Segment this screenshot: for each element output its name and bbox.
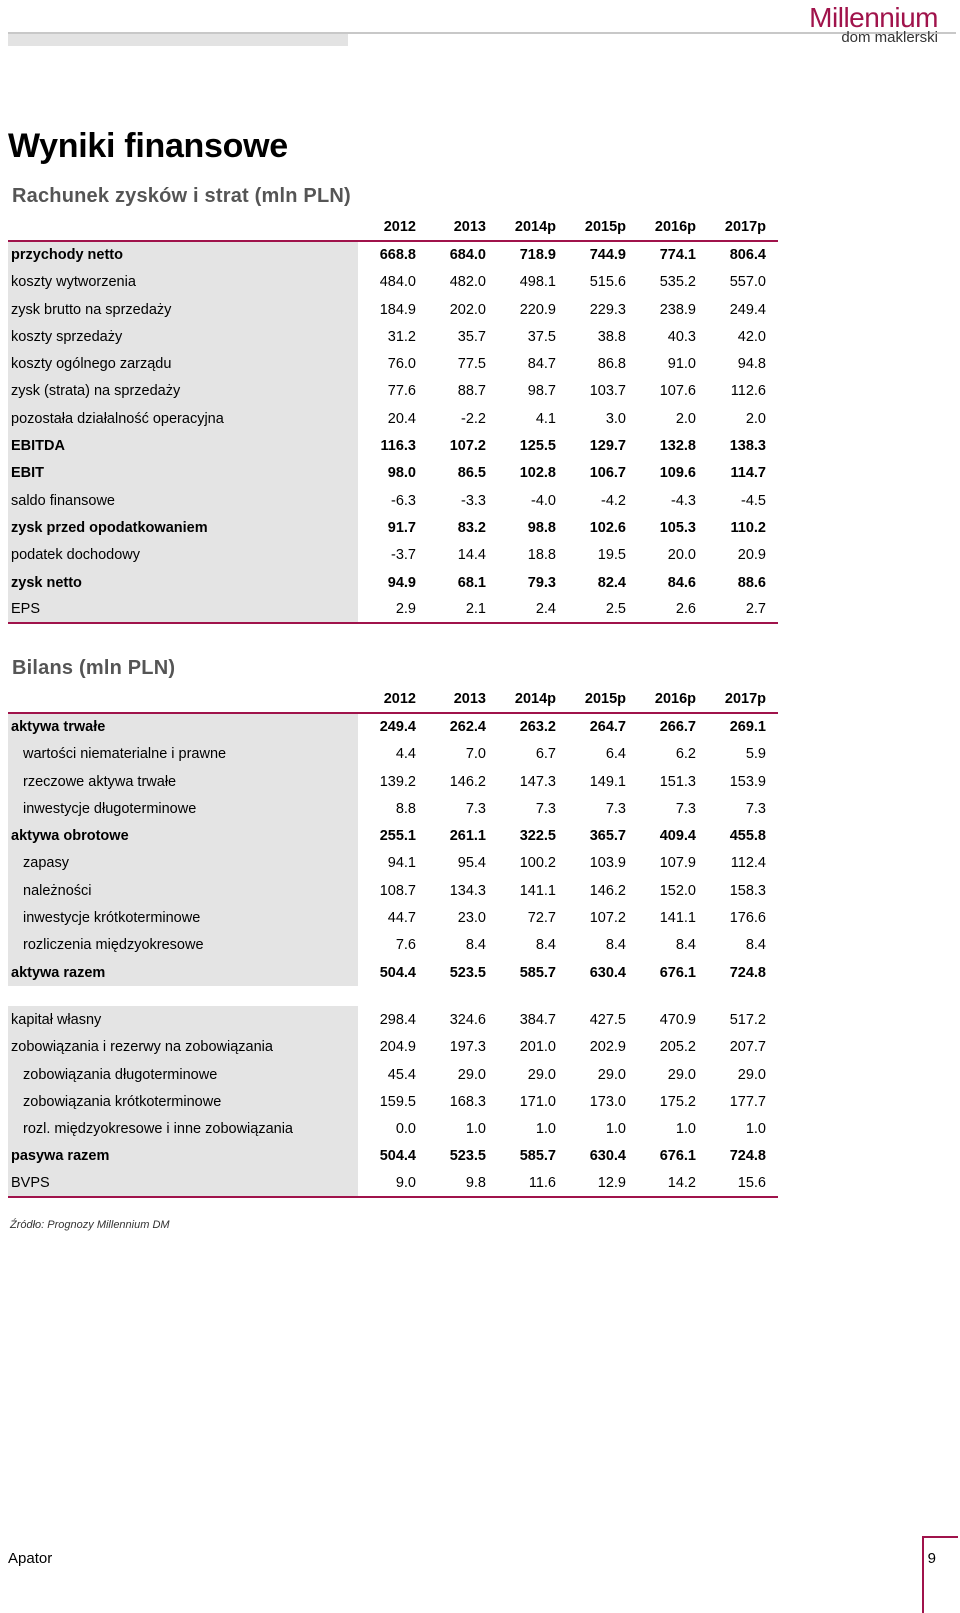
value-cell: 100.2	[519, 855, 556, 872]
table-row	[8, 269, 778, 296]
year-header: 2017p	[724, 691, 766, 708]
table-row	[8, 1034, 778, 1061]
table-row	[8, 768, 778, 795]
value-cell: 455.8	[729, 828, 766, 845]
value-cell: 266.7	[659, 719, 696, 736]
table-row	[8, 741, 778, 768]
table-row	[8, 932, 778, 959]
row-label: aktywa razem	[8, 959, 358, 986]
year-header: 2013	[453, 691, 486, 708]
value-cell: 112.6	[730, 383, 766, 400]
value-cell: 125.5	[519, 438, 556, 455]
value-cell: 2.6	[675, 601, 696, 618]
table-row	[8, 514, 778, 541]
table-row	[8, 350, 778, 377]
value-cell: -4.2	[601, 492, 626, 509]
table-row	[8, 850, 778, 877]
table-row	[8, 241, 778, 268]
value-cell: 744.9	[589, 247, 626, 264]
value-cell: 29.0	[597, 1066, 626, 1083]
value-cell: 6.2	[675, 746, 696, 763]
value-cell: 482.0	[449, 274, 486, 291]
value-cell: 77.6	[387, 383, 416, 400]
value-cell: 77.5	[457, 356, 486, 373]
value-cell: 535.2	[659, 274, 696, 291]
row-label: saldo finansowe	[8, 487, 358, 514]
value-cell: 107.9	[659, 855, 696, 872]
value-cell: 255.1	[379, 828, 416, 845]
value-cell: 2.9	[395, 601, 416, 618]
value-cell: 264.7	[589, 719, 626, 736]
value-cell: 86.8	[597, 356, 626, 373]
value-cell: 98.8	[527, 519, 556, 536]
table-row	[8, 877, 778, 904]
value-cell: 263.2	[519, 719, 556, 736]
value-cell: 11.6	[528, 1175, 556, 1192]
value-cell: 168.3	[449, 1093, 486, 1110]
header-label-cell	[8, 214, 358, 241]
value-cell: 197.3	[449, 1039, 486, 1056]
row-label: zapasy	[8, 850, 358, 877]
row-label: koszty sprzedaży	[8, 323, 358, 350]
value-cell: 1.0	[605, 1121, 626, 1138]
value-cell: 504.4	[379, 964, 416, 981]
value-cell: 83.2	[457, 519, 486, 536]
value-cell: 151.3	[659, 773, 696, 790]
table-row	[8, 1143, 778, 1170]
year-header: 2012	[383, 691, 416, 708]
value-cell: 107.2	[589, 910, 626, 927]
value-cell: 9.0	[395, 1175, 416, 1192]
page-title: Wyniki finansowe	[8, 127, 288, 165]
footer-page-marker	[922, 1536, 958, 1613]
value-cell: 585.7	[519, 964, 556, 981]
value-cell: 177.7	[729, 1093, 766, 1110]
value-cell: 171.0	[519, 1093, 556, 1110]
table-row	[8, 432, 778, 459]
value-cell: 176.6	[729, 910, 766, 927]
value-cell: 0.0	[395, 1121, 416, 1138]
value-cell: 152.0	[659, 882, 696, 899]
value-cell: 7.6	[395, 937, 416, 954]
value-cell: 38.8	[597, 328, 626, 345]
logo-subtitle: dom maklerski	[841, 29, 938, 46]
value-cell: 8.4	[535, 937, 556, 954]
value-cell: 184.9	[379, 301, 416, 318]
value-cell: 107.2	[449, 438, 486, 455]
value-cell: 409.4	[659, 828, 696, 845]
value-cell: 515.6	[589, 274, 626, 291]
value-cell: -4.0	[531, 492, 556, 509]
table-row	[8, 904, 778, 931]
value-cell: 139.2	[379, 773, 416, 790]
value-cell: 806.4	[729, 247, 766, 264]
year-header: 2017p	[724, 219, 766, 236]
row-label: zobowiązania długoterminowe	[8, 1061, 358, 1088]
row-label: koszty ogólnego zarządu	[8, 350, 358, 377]
table-row	[8, 795, 778, 822]
value-cell: 668.8	[379, 247, 416, 264]
table-row	[8, 378, 778, 405]
value-cell: 630.4	[589, 964, 626, 981]
value-cell: 9.8	[465, 1175, 486, 1192]
income-statement-table	[8, 214, 778, 624]
table-row	[8, 487, 778, 514]
table-row	[8, 959, 778, 986]
value-cell: 269.1	[729, 719, 766, 736]
year-header: 2014p	[514, 691, 556, 708]
value-cell: 98.0	[387, 465, 416, 482]
value-cell: 630.4	[589, 1148, 626, 1165]
row-label: BVPS	[8, 1170, 358, 1197]
value-cell: 2.0	[675, 410, 696, 427]
value-cell: 91.7	[387, 519, 416, 536]
table-row	[8, 1006, 778, 1033]
value-cell: 29.0	[667, 1066, 696, 1083]
value-cell: 504.4	[379, 1148, 416, 1165]
value-cell: 103.9	[589, 855, 626, 872]
header-rule-shade	[8, 34, 348, 46]
value-cell: 129.7	[589, 438, 626, 455]
value-cell: 29.0	[457, 1066, 486, 1083]
year-header: 2016p	[654, 219, 696, 236]
value-cell: 7.0	[465, 746, 486, 763]
value-cell: 5.9	[745, 746, 766, 763]
value-cell: 94.8	[737, 356, 766, 373]
row-label: aktywa trwałe	[8, 713, 358, 740]
value-cell: 105.3	[659, 519, 696, 536]
value-cell: 365.7	[589, 828, 626, 845]
table-row	[8, 569, 778, 596]
year-header: 2013	[453, 219, 486, 236]
value-cell: 205.2	[659, 1039, 696, 1056]
value-cell: 249.4	[729, 301, 766, 318]
value-cell: 684.0	[449, 247, 486, 264]
value-cell: 220.9	[519, 301, 556, 318]
value-cell: 116.3	[380, 438, 416, 455]
row-label: rozliczenia międzyokresowe	[8, 932, 358, 959]
value-cell: 103.7	[589, 383, 626, 400]
value-cell: 238.9	[659, 301, 696, 318]
value-cell: 29.0	[737, 1066, 766, 1083]
value-cell: 45.4	[387, 1066, 416, 1083]
value-cell: 1.0	[675, 1121, 696, 1138]
value-cell: 298.4	[379, 1011, 416, 1028]
row-label: inwestycje krótkoterminowe	[8, 904, 358, 931]
value-cell: 42.0	[737, 328, 766, 345]
value-cell: 82.4	[597, 574, 626, 591]
value-cell: 134.3	[449, 882, 486, 899]
value-cell: 8.4	[675, 937, 696, 954]
row-label: pozostała działalność operacyjna	[8, 405, 358, 432]
row-label: rzeczowe aktywa trwałe	[8, 768, 358, 795]
value-cell: 7.3	[745, 800, 766, 817]
value-cell: 1.0	[465, 1121, 486, 1138]
balance-sheet-table	[8, 686, 778, 1198]
table-row	[8, 460, 778, 487]
value-cell: 44.7	[387, 910, 416, 927]
value-cell: 86.5	[457, 465, 486, 482]
value-cell: 141.1	[659, 910, 696, 927]
value-cell: 4.1	[535, 410, 556, 427]
value-cell: 141.1	[519, 882, 556, 899]
value-cell: 153.9	[729, 773, 766, 790]
value-cell: 18.8	[527, 547, 556, 564]
footer-company: Apator	[8, 1550, 53, 1567]
table-row	[8, 405, 778, 432]
table-row	[8, 1170, 778, 1197]
row-label: kapitał własny	[8, 1006, 358, 1033]
value-cell: 8.4	[745, 937, 766, 954]
row-label: przychody netto	[8, 241, 358, 268]
value-cell: 207.7	[729, 1039, 766, 1056]
table-row	[8, 822, 778, 849]
value-cell: 20.4	[387, 410, 416, 427]
millennium-logo	[809, 4, 938, 44]
value-cell: 523.5	[449, 1148, 486, 1165]
value-cell: 724.8	[729, 1148, 766, 1165]
value-cell: 2.7	[745, 601, 766, 618]
value-cell: 94.9	[387, 574, 416, 591]
value-cell: 6.4	[605, 746, 626, 763]
value-cell: 20.0	[667, 547, 696, 564]
table-row	[8, 323, 778, 350]
value-cell: 37.5	[527, 328, 556, 345]
value-cell: 88.7	[457, 383, 486, 400]
value-cell: 109.6	[659, 465, 696, 482]
row-label: zysk przed opodatkowaniem	[8, 514, 358, 541]
row-label: zobowiązania krótkoterminowe	[8, 1088, 358, 1115]
value-cell: 1.0	[745, 1121, 766, 1138]
value-cell: 95.4	[457, 855, 486, 872]
row-label: rozl. międzyokresowe i inne zobowiązania	[8, 1115, 358, 1142]
value-cell: 149.1	[589, 773, 626, 790]
value-cell: 8.8	[395, 800, 416, 817]
value-cell: 249.4	[379, 719, 416, 736]
header-label-cell	[8, 686, 358, 713]
value-cell: 175.2	[659, 1093, 696, 1110]
value-cell: 7.3	[605, 800, 626, 817]
value-cell: 15.6	[737, 1175, 766, 1192]
table-row	[8, 1115, 778, 1142]
value-cell: 2.0	[745, 410, 766, 427]
value-cell: 498.1	[519, 274, 556, 291]
value-cell: 68.1	[457, 574, 486, 591]
value-cell: 88.6	[737, 574, 766, 591]
value-cell: 106.7	[589, 465, 626, 482]
value-cell: 2.1	[465, 601, 486, 618]
value-cell: 774.1	[659, 247, 696, 264]
value-cell: 8.4	[465, 937, 486, 954]
row-label: wartości niematerialne i prawne	[8, 741, 358, 768]
year-header: 2014p	[514, 219, 556, 236]
value-cell: -6.3	[391, 492, 416, 509]
row-label: podatek dochodowy	[8, 542, 358, 569]
value-cell: -3.7	[391, 547, 416, 564]
value-cell: 3.0	[605, 410, 626, 427]
spacer-cell	[8, 986, 778, 1006]
value-cell: 2.5	[605, 601, 626, 618]
spacer-row	[8, 986, 778, 1006]
value-cell: 12.9	[597, 1175, 626, 1192]
value-cell: 19.5	[597, 547, 626, 564]
year-header: 2015p	[584, 219, 626, 236]
value-cell: 173.0	[589, 1093, 626, 1110]
table-row	[8, 296, 778, 323]
value-cell: 108.7	[379, 882, 416, 899]
value-cell: 23.0	[457, 910, 486, 927]
value-cell: 204.9	[379, 1039, 416, 1056]
value-cell: 384.7	[519, 1011, 556, 1028]
value-cell: 7.3	[535, 800, 556, 817]
row-label: pasywa razem	[8, 1143, 358, 1170]
value-cell: 557.0	[729, 274, 766, 291]
value-cell: 7.3	[465, 800, 486, 817]
value-cell: 523.5	[449, 964, 486, 981]
value-cell: 29.0	[527, 1066, 556, 1083]
value-cell: 110.2	[730, 519, 766, 536]
value-cell: 202.0	[449, 301, 486, 318]
value-cell: 94.1	[387, 855, 416, 872]
value-cell: -4.5	[741, 492, 766, 509]
year-header: 2012	[383, 219, 416, 236]
row-label: EPS	[8, 596, 358, 623]
value-cell: 261.1	[449, 828, 486, 845]
value-cell: 91.0	[667, 356, 696, 373]
value-cell: 229.3	[589, 301, 626, 318]
table-row	[8, 1061, 778, 1088]
value-cell: 484.0	[379, 274, 416, 291]
value-cell: 79.3	[527, 574, 556, 591]
value-cell: 1.0	[535, 1121, 556, 1138]
value-cell: 146.2	[449, 773, 486, 790]
logo-name: Millennium	[809, 2, 938, 33]
table-header-row	[8, 686, 778, 713]
value-cell: 31.2	[387, 328, 416, 345]
value-cell: 84.7	[527, 356, 556, 373]
value-cell: 158.3	[729, 882, 766, 899]
value-cell: 676.1	[659, 1148, 696, 1165]
value-cell: 470.9	[659, 1011, 696, 1028]
table-row	[8, 542, 778, 569]
value-cell: 114.7	[730, 465, 766, 482]
row-label: zysk (strata) na sprzedaży	[8, 378, 358, 405]
value-cell: 201.0	[519, 1039, 556, 1056]
value-cell: 159.5	[379, 1093, 416, 1110]
row-label: inwestycje długoterminowe	[8, 795, 358, 822]
balance-sheet-title: Bilans (mln PLN)	[12, 657, 176, 679]
value-cell: 427.5	[589, 1011, 626, 1028]
value-cell: 202.9	[589, 1039, 626, 1056]
value-cell: 14.4	[457, 547, 486, 564]
value-cell: 107.6	[659, 383, 696, 400]
value-cell: 132.8	[659, 438, 696, 455]
value-cell: 2.4	[535, 601, 556, 618]
row-label: EBITDA	[8, 432, 358, 459]
value-cell: -4.3	[671, 492, 696, 509]
value-cell: 517.2	[729, 1011, 766, 1028]
value-cell: 40.3	[667, 328, 696, 345]
value-cell: 76.0	[387, 356, 416, 373]
table-row	[8, 713, 778, 740]
value-cell: 20.9	[737, 547, 766, 564]
value-cell: 84.6	[667, 574, 696, 591]
value-cell: 72.7	[527, 910, 556, 927]
row-label: EBIT	[8, 460, 358, 487]
value-cell: 146.2	[589, 882, 626, 899]
row-label: należności	[8, 877, 358, 904]
table-row	[8, 596, 778, 623]
value-cell: 585.7	[519, 1148, 556, 1165]
row-label: zysk brutto na sprzedaży	[8, 296, 358, 323]
value-cell: 6.7	[535, 746, 556, 763]
value-cell: 322.5	[519, 828, 556, 845]
value-cell: 14.2	[667, 1175, 696, 1192]
value-cell: 7.3	[675, 800, 696, 817]
row-label: koszty wytworzenia	[8, 269, 358, 296]
value-cell: 718.9	[519, 247, 556, 264]
value-cell: 4.4	[395, 746, 416, 763]
value-cell: -2.2	[461, 410, 486, 427]
value-cell: 98.7	[527, 383, 556, 400]
value-cell: 676.1	[659, 964, 696, 981]
value-cell: 262.4	[449, 719, 486, 736]
value-cell: 147.3	[519, 773, 556, 790]
income-statement-title: Rachunek zysków i strat (mln PLN)	[12, 185, 351, 207]
page-number: 9	[927, 1550, 936, 1567]
value-cell: 8.4	[605, 937, 626, 954]
value-cell: 724.8	[729, 964, 766, 981]
value-cell: 112.4	[730, 855, 766, 872]
row-label: aktywa obrotowe	[8, 822, 358, 849]
row-label: zobowiązania i rezerwy na zobowiązania	[8, 1034, 358, 1061]
table-row	[8, 1088, 778, 1115]
value-cell: 102.8	[519, 465, 556, 482]
row-label: zysk netto	[8, 569, 358, 596]
year-header: 2015p	[584, 691, 626, 708]
value-cell: 35.7	[457, 328, 486, 345]
value-cell: -3.3	[461, 492, 486, 509]
table-header-row	[8, 214, 778, 241]
source-note: Źródło: Prognozy Millennium DM	[10, 1219, 170, 1231]
value-cell: 138.3	[729, 438, 766, 455]
year-header: 2016p	[654, 691, 696, 708]
value-cell: 324.6	[449, 1011, 486, 1028]
value-cell: 102.6	[589, 519, 626, 536]
